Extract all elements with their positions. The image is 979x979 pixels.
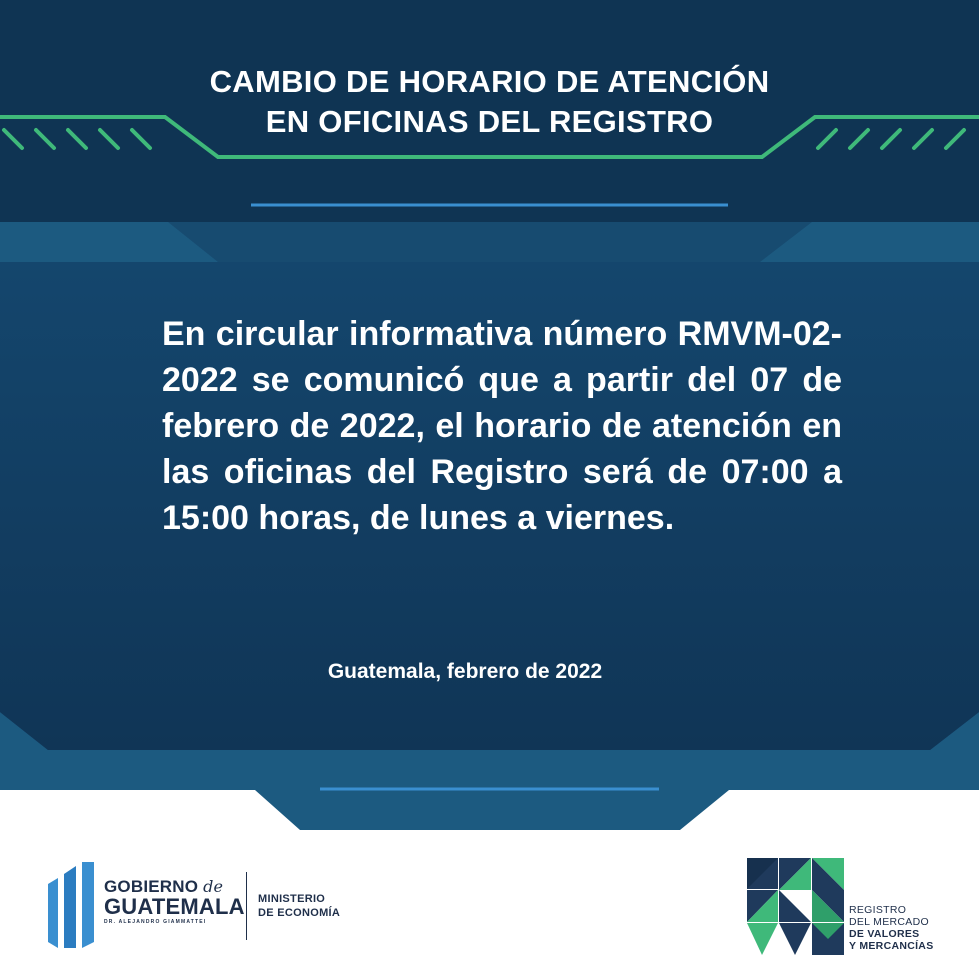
rmvm-logo <box>745 856 955 961</box>
ministerio-label <box>258 892 340 920</box>
rmvm-line-2: DEL MERCADO <box>849 916 929 928</box>
rmvm-line-4: Y MERCANCÍAS <box>849 940 934 952</box>
ministerio-line-2: DE ECONOMÍA <box>258 907 341 919</box>
gobierno-wordmark <box>104 878 245 926</box>
gobierno-emblem-icon <box>46 862 96 952</box>
rmvm-wordmark <box>849 904 934 952</box>
gobierno-de: de <box>203 877 224 896</box>
logo-divider <box>246 872 247 940</box>
title-line-2: EN OFICINAS DEL REGISTRO <box>265 104 714 139</box>
gobierno-word: GOBIERNO <box>104 877 199 896</box>
rmvm-line-1: REGISTRO <box>849 904 907 916</box>
ministerio-line-1: MINISTERIO <box>258 893 326 905</box>
guatemala-word: GUATEMALA <box>104 894 245 919</box>
place-date: Guatemala, febrero de 2022 <box>327 660 603 683</box>
gobierno-guatemala-logo <box>46 862 366 952</box>
page-title <box>0 62 979 142</box>
rmvm-geometric-icon <box>745 856 845 956</box>
rmvm-line-3: DE VALORES <box>849 928 920 940</box>
gobierno-tagline: DR. ALEJANDRO GIAMMATTEI <box>104 919 207 925</box>
title-line-1: CAMBIO DE HORARIO DE ATENCIÓN <box>209 64 770 99</box>
announcement-body: En circular informativa número RMVM-02-2022 se comunicó que a partir del 07 de febrero de 2022, el horario de atención en las oficinas del Registro será de 07:00 a 15:00 horas, de lunes a viernes. <box>162 315 842 537</box>
